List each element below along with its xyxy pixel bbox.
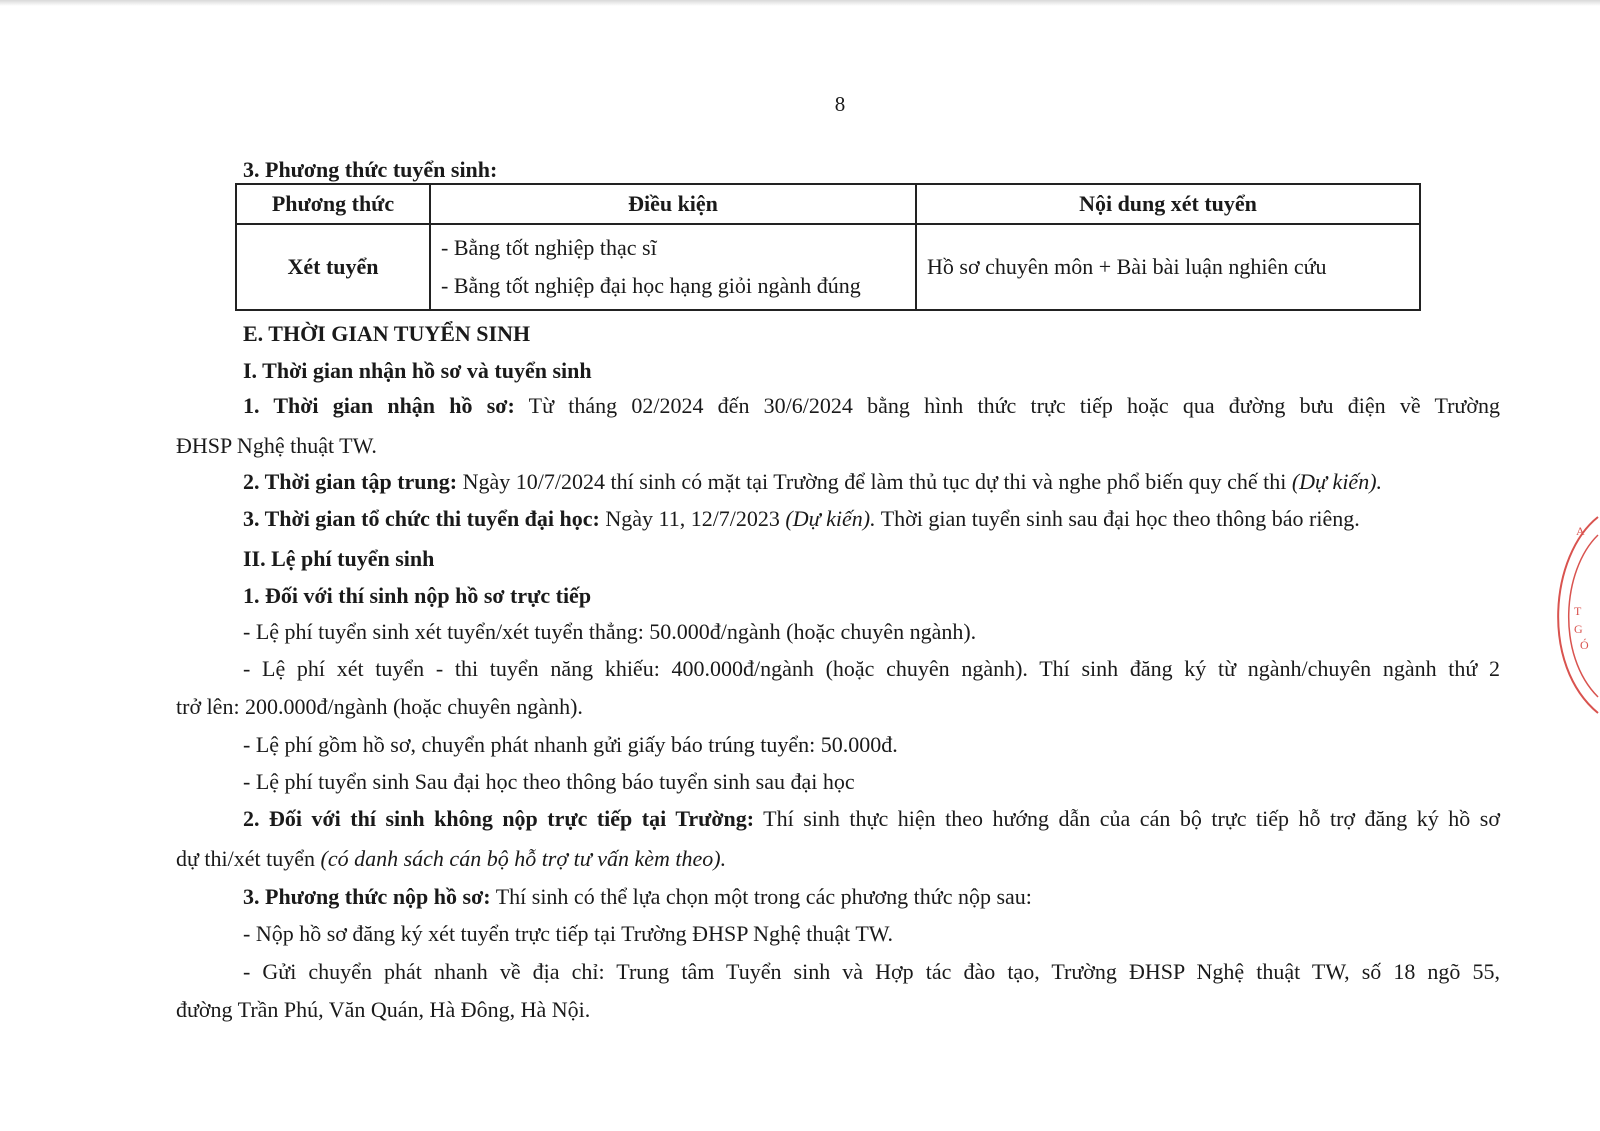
sub-1-title: 1. Đối với thí sinh nộp hồ sơ trực tiếp (243, 583, 592, 608)
part-2-title: II. Lệ phí tuyển sinh (243, 546, 435, 571)
sub-3-option-1: - Nộp hồ sơ đăng ký xét tuyển trực tiếp tại Trường ĐHSP Nghệ thuật TW. (243, 921, 894, 946)
item-2-text: Ngày 10/7/2024 thí sinh có mặt tại Trường để làm thủ tục dự thi và nghe phổ biến quy chế thi (457, 469, 1292, 494)
section-3-title: 3. Phương thức tuyển sinh: (243, 157, 498, 182)
table-header-row (236, 184, 1420, 224)
sub-2-text: Thí sinh thực hiện theo hướng dẫn của cán bộ trực tiếp hỗ trợ đăng ký hồ sơ (754, 806, 1500, 831)
table-cell-conditions (430, 224, 916, 310)
item-2-label: 2. Thời gian tập trung: (243, 469, 458, 494)
item-1-label: 1. Thời gian nhận hồ sơ: (243, 393, 515, 418)
item-3 (243, 505, 1360, 533)
sub-2-label: 2. Đối với thí sinh không nộp trực tiếp tại Trường: (243, 806, 755, 831)
sub-3-text: Thí sinh có thể lựa chọn một trong các phương thức nộp sau: (490, 884, 1032, 909)
item-1-text: Từ tháng 02/2024 đến 30/6/2024 bằng hình thức trực tiếp hoặc qua đường bưu điện về Trường (514, 393, 1500, 418)
condition-item: - Bằng tốt nghiệp thạc sĩ (441, 235, 657, 260)
page-number: 8 (834, 92, 846, 116)
table-cell-method: Xét tuyển (236, 224, 430, 310)
svg-text:T: T (1574, 604, 1582, 618)
sub-2-line-2 (176, 845, 726, 873)
table-header-conditions: Điều kiện (430, 184, 916, 224)
sub-2-text-2: dự thi/xét tuyển (176, 846, 321, 871)
fee-1: - Lệ phí tuyển sinh xét tuyển/xét tuyển thẳng: 50.000đ/ngành (hoặc chuyên ngành). (243, 619, 977, 644)
table-header-content: Nội dung xét tuyển (916, 184, 1420, 224)
part-1-title: I. Thời gian nhận hồ sơ và tuyển sinh (243, 358, 592, 383)
svg-text:Ó: Ó (1580, 638, 1589, 652)
fee-2-line-1: - Lệ phí xét tuyển - thi tuyển năng khiếu: 400.000đ/ngành (hoặc chuyên ngành). Thí sinh đăng ký từ ngành/chuyên ngành thứ 2 (243, 656, 1500, 681)
admission-method-table (235, 183, 1421, 311)
svg-text:G: G (1574, 622, 1583, 636)
sub-2-note: (có danh sách cán bộ hỗ trợ tư vấn kèm theo). (320, 846, 727, 871)
svg-text:A: A (1576, 524, 1585, 538)
condition-item: - Bằng tốt nghiệp đại học hạng giỏi ngành đúng (441, 273, 861, 298)
section-e-title: E. THỜI GIAN TUYỂN SINH (243, 321, 531, 346)
item-3-text-after: Thời gian tuyển sinh sau đại học theo thông báo riêng. (875, 506, 1360, 531)
item-3-text: Ngày 11, 12/7/2023 (599, 506, 786, 531)
sub-3-option-2-line-2: đường Trần Phú, Văn Quán, Hà Đông, Hà Nội. (176, 997, 591, 1022)
sub-3-option-2-line-1: - Gửi chuyển phát nhanh về địa chỉ: Trung tâm Tuyển sinh và Hợp tác đào tạo, Trường ĐHSP Nghệ thuật TW, số 18 ngõ 55, (243, 959, 1500, 984)
table-header-method: Phương thức (236, 184, 430, 224)
item-2 (243, 468, 1382, 496)
fee-2-line-2: trở lên: 200.000đ/ngành (hoặc chuyên ngành). (176, 694, 583, 719)
item-1-line-1 (243, 392, 1500, 420)
fee-4: - Lệ phí tuyển sinh Sau đại học theo thông báo tuyển sinh sau đại học (243, 769, 855, 794)
sub-2-line-1 (243, 805, 1500, 833)
red-seal-stamp-fragment (1530, 515, 1600, 715)
sub-3-label: 3. Phương thức nộp hồ sơ: (243, 884, 491, 909)
fee-3: - Lệ phí gồm hồ sơ, chuyển phát nhanh gửi giấy báo trúng tuyển: 50.000đ. (243, 732, 898, 757)
sub-3 (243, 883, 1032, 911)
table-row (236, 224, 1420, 310)
item-1-line-2: ĐHSP Nghệ thuật TW. (176, 433, 377, 458)
table-cell-content: Hồ sơ chuyên môn + Bài bài luận nghiên cứu (916, 224, 1420, 310)
scan-edge (0, 0, 1600, 6)
item-3-label: 3. Thời gian tổ chức thi tuyển đại học: (243, 506, 600, 531)
item-3-note: (Dự kiến). (785, 506, 876, 531)
item-2-note: (Dự kiến). (1291, 469, 1383, 494)
